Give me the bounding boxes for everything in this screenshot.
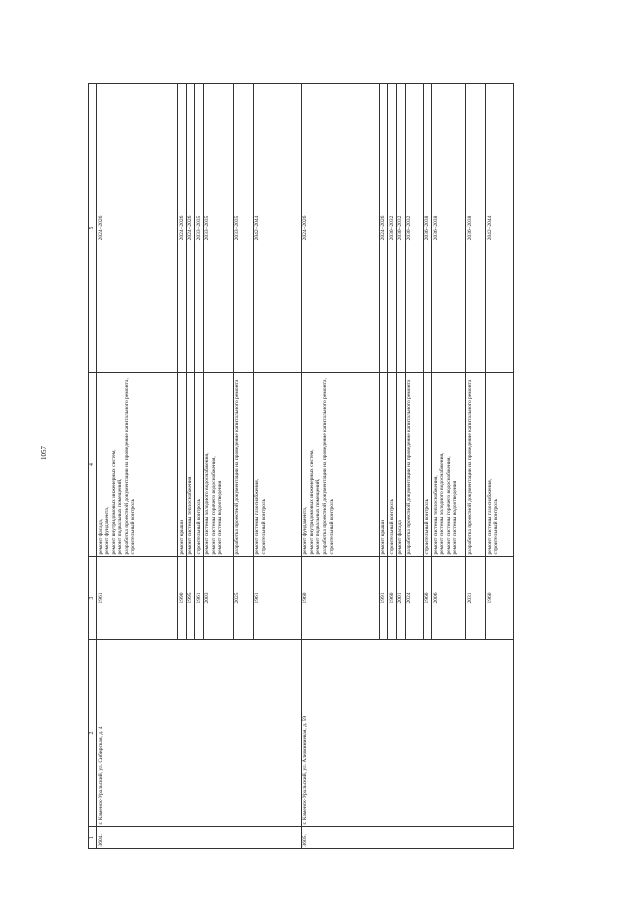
works-cell: ремонт крыши [379,373,388,557]
header-col-5: 5 [89,84,97,373]
period-cell: 2024–2026 [301,84,379,373]
works-cell: строительный контроль [388,373,397,557]
period-cell: 2042–2044 [486,84,514,373]
period-cell: 2024–2026 [379,84,388,373]
header-col-2: 2 [89,640,97,827]
period-cell: 2030–2032 [405,84,423,373]
year-cell: 1991 [379,557,388,640]
year-cell: 2031 [466,557,486,640]
entry-number: 3605. [301,827,513,849]
header-col-3: 3 [89,557,97,640]
period-cell: 2030–2032 [388,84,397,373]
works-cell: ремонт системы газоснабжения, строительный контроль [486,373,514,557]
year-cell: 1960 [423,557,432,640]
page-number: 1057 [40,446,48,460]
works-cell: разработка проектной документации на проведение капитального ремонта [405,373,423,557]
year-cell: 2025 [233,557,253,640]
period-cell: 2036–2038 [432,84,466,373]
year-cell: 1961 [253,557,301,640]
rotated-table-wrapper [88,84,544,849]
works-cell: строительный контроль [423,373,432,557]
year-cell: 1990 [178,557,187,640]
works-cell: ремонт фасада, ремонт фундамента, ремонт внутридомовых инженерных систем, ремонт подвальных помещений, разработка проектной документации на проведение капитального ремонта, строительный контроль [97,373,178,557]
period-cell: 2033–2035 [195,84,204,373]
year-cell: 1960 [486,557,514,640]
works-cell: ремонт системы теплоснабжения [186,373,195,557]
period-cell: 2024–2026 [178,84,187,373]
period-cell: 2033–2035 [203,84,233,373]
year-cell: 1995 [186,557,195,640]
period-cell: 2042–2044 [253,84,301,373]
period-cell: 2036–2038 [423,84,432,373]
period-cell: 2036–2038 [466,84,486,373]
works-cell: строительный контроль [195,373,204,557]
table-row [97,84,178,849]
period-cell: 2033–2035 [233,84,253,373]
period-cell: 2030–2032 [396,84,405,373]
year-cell: 1961 [97,557,178,640]
period-cell: 2024–2026 [97,84,178,373]
entry-number: 3604. [97,827,302,849]
works-cell: ремонт фасада [396,373,405,557]
year-cell: 2006 [432,557,466,640]
period-cell: 2024–2026 [186,84,195,373]
works-cell: ремонт системы холодного водоснабжения, ремонт системы горячего водоснабжения, ремонт системы водоотведения [203,373,233,557]
works-cell: разработка проектной документации на проведение капитального ремонта [466,373,486,557]
year-cell: 2003 [203,557,233,640]
works-cell: ремонт фундамента, ремонт внутридомовых инженерных систем, ремонт подвальных помещений, разработка проектной документации на проведение капитального ремонта, строительный контроль [301,373,379,557]
header-col-4: 4 [89,373,97,557]
year-cell: 1961 [195,557,204,640]
works-cell: ремонт системы теплоснабжения, ремонт системы холодного водоснабжения, ремонт системы горячего водоснабжения, ремонт системы водоотведения [432,373,466,557]
year-cell: 1960 [301,557,379,640]
header-row [89,84,97,849]
repair-schedule-table [88,83,514,849]
table-row [301,84,379,849]
year-cell: 1960 [388,557,397,640]
year-cell: 2001 [396,557,405,640]
works-cell: ремонт системы газоснабжения, строительный контроль [253,373,301,557]
works-cell: ремонт крыши [178,373,187,557]
entry-address: г. Каменск-Уральский, ул. Сибирская, д. 4 [97,640,302,827]
works-cell: разработка проектной документации на проведение капитального ремонта [233,373,253,557]
entry-address: г. Каменск-Уральский, ул. Алюминиевая, д. 59 [301,640,513,827]
year-cell: 2024 [405,557,423,640]
header-col-1: 1 [89,827,97,849]
